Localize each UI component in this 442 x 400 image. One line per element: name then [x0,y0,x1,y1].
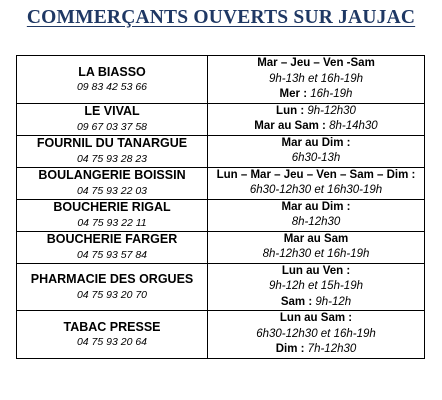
shop-name-cell [17,167,208,199]
shop-phone: 04 75 93 22 11 [77,216,147,229]
shop-name-cell [17,311,208,359]
hours-text: 9h-12h30 [307,104,356,117]
hours-line [210,87,422,103]
opening-hours-cell [208,135,425,167]
hours-text: 6h30-12h30 et 16h-19h [256,327,376,340]
shop-name: BOULANGERIE BOISSIN [38,168,186,183]
page-title: COMMERÇANTS OUVERTS SUR JAUJAC [26,7,416,28]
shop-name: LE VIVAL [84,104,140,119]
shop-name-cell [17,231,208,263]
shop-phone: 09 67 03 37 58 [76,120,148,133]
opening-hours-cell [208,263,425,311]
hours-text: 6h30-12h30 et 16h30-19h [249,184,383,196]
hours-text: 8h-12h30 [291,216,341,228]
hours-line [210,56,422,72]
table-row [17,135,425,167]
shop-name: FOURNIL DU TANARGUE [36,136,188,151]
hours-text: 8h-14h30 [329,120,378,132]
hours-line [210,264,422,280]
hours-line [210,168,422,184]
opening-hours-cell [208,56,425,104]
hours-label: Mar – Jeu – Ven -Sam [257,57,375,69]
shop-name: BOUCHERIE RIGAL [53,200,171,215]
table-row [17,199,425,231]
shop-name-cell [17,135,208,167]
shop-phone: 04 75 93 20 64 [76,336,148,348]
hours-line [210,295,422,311]
hours-line [210,232,422,248]
opening-hours-cell [208,103,425,135]
shop-phone: 04 75 93 22 03 [76,184,148,197]
hours-label: Lun au Ven : [281,264,351,277]
hours-line [210,215,422,231]
hours-line [210,327,422,343]
shop-phone: 04 75 93 57 84 [76,248,148,261]
opening-hours-cell [208,167,425,199]
table-row [17,167,425,199]
shop-phone: 09 83 42 53 66 [76,81,148,93]
hours-line [210,183,422,199]
hours-line [210,279,422,295]
hours-text: 8h-12h30 et 16h-19h [262,248,370,260]
table-row [17,56,425,104]
hours-line [210,247,422,263]
hours-label: Mar au Sam : [254,120,330,132]
shop-name: PHARMACIE DES ORGUES [30,272,194,286]
hours-label: Sam : [280,295,316,308]
hours-line [210,119,422,135]
hours-line [210,151,422,167]
table-row [17,103,425,135]
hours-label: Dim : [275,343,308,355]
opening-hours-cell [208,311,425,359]
hours-text: 9h-12h et 15h-19h [269,280,363,292]
hours-text: 9h-12h [315,295,352,308]
hours-line [210,104,422,120]
table-row [17,311,425,359]
hours-label: Lun : [276,104,308,117]
hours-line [210,342,422,358]
shop-name: TABAC PRESSE [63,319,161,334]
hours-line [210,311,422,327]
hours-text: 6h30-13h [291,152,341,164]
opening-hours-cell [208,231,425,263]
hours-label: Mar au Dim : [281,200,351,213]
shop-phone: 04 75 93 28 23 [76,152,148,165]
hours-text: 16h-19h [310,88,353,100]
hours-text: 9h-13h et 16h-19h [269,72,363,85]
shop-phone: 04 75 93 20 70 [76,288,148,301]
hours-line [210,136,422,152]
opening-hours-cell [208,199,425,231]
hours-label: Lun au Sam : [279,312,353,324]
hours-label: Mer : [279,88,311,100]
table-row [17,263,425,311]
hours-line [210,72,422,88]
hours-line [210,200,422,216]
hours-text: 7h-12h30 [307,343,357,355]
hours-label: Lun – Mar – Jeu – Ven – Sam – Dim : [216,168,416,181]
hours-label: Mar au Dim : [281,136,351,149]
table-row [17,231,425,263]
shop-name: LA BIASSO [78,64,146,79]
shops-table [16,55,425,359]
hours-label: Mar au Sam [283,232,349,245]
shop-name: BOUCHERIE FARGER [46,232,178,247]
shop-name-cell [17,56,208,104]
shop-name-cell [17,199,208,231]
shop-name-cell [17,263,208,311]
shop-name-cell [17,103,208,135]
